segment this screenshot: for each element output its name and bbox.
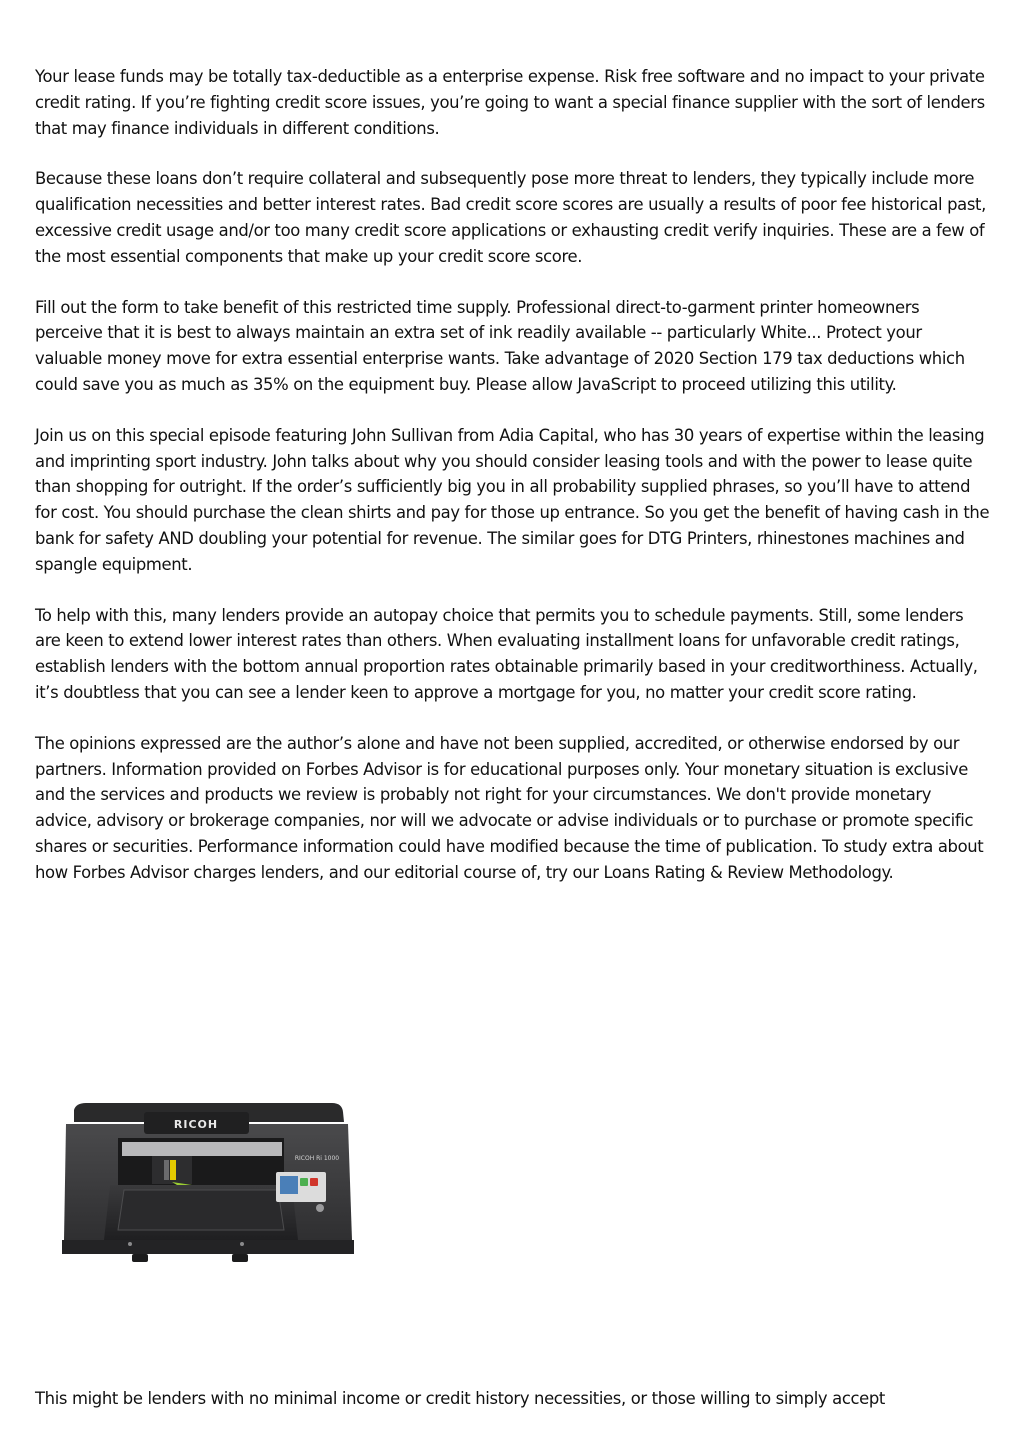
paragraph-2: Because these loans don’t require collateral and subsequently pose more threat to lenders, they typically include more qualification necessities and better interest rates. Bad credit score scores are usually a results of poor fee historical past, excessive credit usage and/or too many credit score applications or exhausting credit verify inquiries. These are a few of the most essential components that make up your credit score score. <box>35 169 986 266</box>
paragraph-3: Fill out the form to take benefit of this restricted time supply. Professional direct-to-garment printer homeowners perceive that it is best to always maintain an extra set of ink readily available -- particularly White... Protect your valuable money move for extra essential enterprise wants. Take advantage of 2020 Section 179 tax deductions which could save you as much as 35% on the equipment buy. Please allow JavaScript to proceed utilizing this utility. <box>35 297 965 394</box>
power-button <box>316 1204 324 1212</box>
paragraph-5: To help with this, many lenders provide an autopay choice that permits you to schedule payments. Still, some lenders are keen to extend lower interest rates than others. When evaluating installment loans for unfavorable credit ratings, establish lenders with the bottom annual proportion rates obtainable primarily based in your creditworthiness. Actually, it’s doubtless that you can see a lender keen to approve a mortgage for you, no matter your credit score rating. <box>35 605 978 702</box>
printer-base <box>62 1240 354 1254</box>
foot-right <box>232 1254 248 1262</box>
status-led-red <box>310 1178 318 1186</box>
brand-logo: RICOH <box>173 1118 219 1131</box>
paragraph-6: The opinions expressed are the author’s alone and have not been supplied, accredited, or otherwise endorsed by our partners. Information provided on Forbes Advisor is for educational purposes only. Your monetary situation is exclusive and the services and products we review is probably not right for your circumstances. We don't provide monetary advice, advisory or brokerage companies, nor will we advocate or advise individuals or to purchase or promote specific shares or securities. Performance information could have modified because the time of publication. To study extra about how Forbes Advisor charges lenders, and our editorial course of, try our Loans Rating & Review Methodology. <box>35 733 984 882</box>
paragraph-4: Join us on this special episode featuring John Sullivan from Adia Capital, who has 30 years of expertise within the leasing and imprinting sport industry. John talks about why you should consider leasing tools and with the power to lease quite than shopping for outright. If the order’s sufficiently big you in all probability supplied phrases, so you’ll have to attend for cost. You should purchase the clean shirts and pay for those up entrance. So you get the benefit of having cash in the bank for safety AND doubling your potential for revenue. The similar goes for DTG Printers, rhinestones machines and spangle equipment. <box>35 425 990 574</box>
screw <box>240 1242 244 1246</box>
ink-indicator <box>170 1160 176 1180</box>
printer-image <box>52 1090 357 1275</box>
screen <box>280 1176 298 1194</box>
screw <box>128 1242 132 1246</box>
ink-slot <box>164 1160 169 1180</box>
platen <box>122 1142 282 1156</box>
foot-left <box>132 1254 148 1262</box>
article-body <box>35 64 990 911</box>
model-label: RICOH Ri 1000 <box>294 1155 340 1162</box>
status-led-green <box>300 1178 308 1186</box>
paragraph-1: Your lease funds may be totally tax-deductible as a enterprise expense. Risk free software and no impact to your private credit rating. If you’re fighting credit score issues, you’re going to want a special finance supplier with the sort of lenders that may finance individuals in different conditions. <box>35 67 985 138</box>
tray-surface <box>118 1190 284 1230</box>
trailing-paragraph: This might be lenders with no minimal income or credit history necessities, or those willing to simply accept <box>35 1389 886 1408</box>
printer-illustration <box>52 1090 357 1275</box>
